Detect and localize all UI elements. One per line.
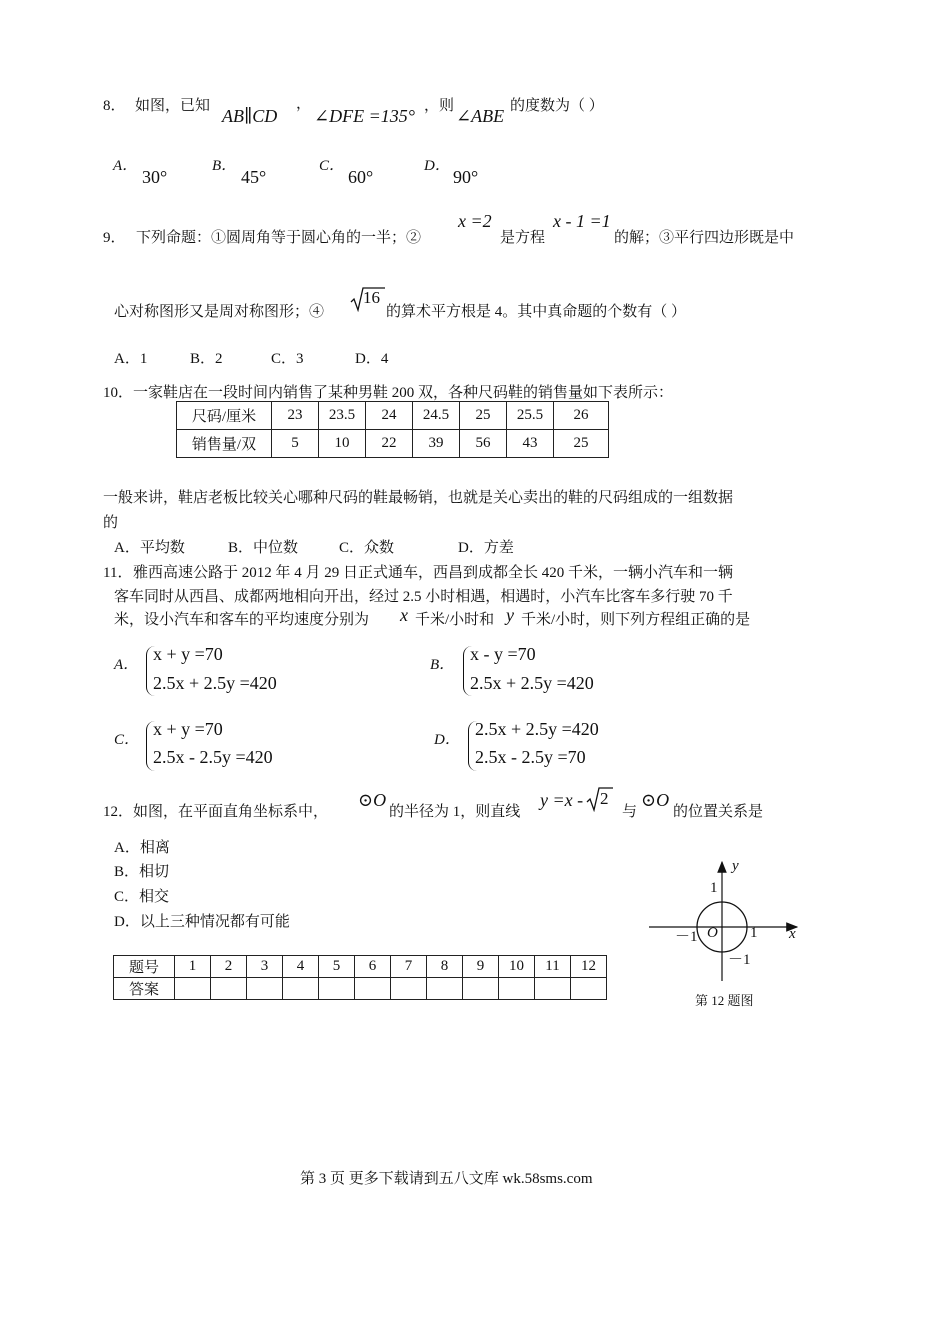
q10-option-d: D．方差 [458, 540, 514, 556]
answer-cell[interactable] [427, 978, 463, 1000]
q8-option-b-value: 45° [241, 167, 267, 187]
q8-option-c-value: 60° [348, 167, 374, 187]
q12-text-2: 的半径为 1，则直线 [389, 804, 521, 820]
table-cell: 11 [535, 956, 571, 978]
q12-option-c: C．相交 [114, 889, 170, 905]
q11-line-3a: 米，设小汽车和客车的平均速度分别为 [114, 612, 370, 628]
table-cell: 3 [247, 956, 283, 978]
q12-circle-o-2: ⊙O [641, 790, 670, 810]
q12-circle-o: ⊙O [358, 790, 387, 810]
q11-option-c-label: C． [114, 732, 140, 748]
answer-cell[interactable] [211, 978, 247, 1000]
table-cell: 56 [460, 430, 507, 458]
q12-option-b: B．相切 [114, 864, 170, 880]
table-cell: 7 [391, 956, 427, 978]
q8-comma: ， [296, 96, 312, 112]
answer-cell[interactable] [499, 978, 535, 1000]
table-cell: 9 [463, 956, 499, 978]
q8-option-d-label: D． [424, 158, 450, 174]
table-cell: 43 [507, 430, 554, 458]
q9-option-a: A．1 [114, 351, 148, 367]
page-footer: 第 3 页 更多下载请到五八文库 wk.58sms.com [300, 1171, 593, 1187]
table-cell: 10 [319, 430, 366, 458]
table-cell: 8 [427, 956, 463, 978]
table-cell: 25 [460, 402, 507, 430]
q9-sqrt-arg: 16 [363, 288, 380, 307]
q9-number: 9． [103, 230, 126, 246]
q8-option-d-value: 90° [453, 167, 479, 187]
fig-tick-neg-y: －1 [728, 952, 751, 968]
answer-cell[interactable] [247, 978, 283, 1000]
q12-text-1: 如图，在平面直角坐标系中， [133, 804, 329, 820]
table-cell: 12 [571, 956, 607, 978]
fig-tick-pos-x: 1 [750, 925, 758, 941]
q9-expr-equation: x - 1 =1 [553, 211, 611, 231]
fig-y-label: y [732, 858, 739, 874]
q9-text-3: 的解；③平行四边形既是中 [614, 230, 795, 246]
answer-cell[interactable] [175, 978, 211, 1000]
q8-text-1: 如图，已知 [135, 98, 211, 114]
answer-cell[interactable] [355, 978, 391, 1000]
answer-cell[interactable] [571, 978, 607, 1000]
q12-line-expr: y =x - [540, 790, 584, 810]
q10-after-2: 的 [103, 515, 119, 531]
q8-expr-ab-parallel-cd: AB∥CD [222, 106, 278, 126]
answer-cell[interactable] [283, 978, 319, 1000]
fig-origin-label: O [707, 925, 718, 941]
table-cell: 销售量/双 [177, 430, 272, 458]
q12-option-d: D．以上三种情况都有可能 [114, 914, 290, 930]
q10-after-1: 一般来讲，鞋店老板比较关心哪种尺码的鞋最畅销，也就是关心卖出的鞋的尺码组成的一组数据 [103, 490, 734, 506]
q12-option-a: A．相离 [114, 840, 170, 856]
q11-line-2: 客车同时从西昌、成都两地相向开出，经过 2.5 小时相遇，相遇时，小汽车比客车多行驶 70 千 [114, 589, 733, 605]
table-row [114, 956, 607, 978]
q10-option-a: A．平均数 [114, 540, 185, 556]
table-cell: 题号 [114, 956, 175, 978]
q8-expr-angle-dfe: ∠DFE =135° [314, 106, 415, 126]
coordinate-figure [645, 856, 805, 986]
q11-option-c-eq1: x + y =70 [153, 719, 223, 739]
table-row [177, 402, 609, 430]
q9-text-1: 下列命题：①圆周角等于圆心角的一半；② [136, 230, 422, 246]
q9-option-c: C．3 [271, 351, 304, 367]
table-cell: 25 [554, 430, 609, 458]
q11-option-d-eq2: 2.5x - 2.5y =70 [475, 747, 586, 767]
q10-option-b: B．中位数 [228, 540, 299, 556]
table-cell: 4 [283, 956, 319, 978]
fig-x-label: x [789, 926, 796, 942]
q10-option-c: C．众数 [339, 540, 395, 556]
q9-line-2a: 心对称图形又是周对称图形；④ [114, 304, 325, 320]
table-cell: 2 [211, 956, 247, 978]
shoe-size-table [176, 401, 609, 458]
q8-option-b-label: B． [212, 158, 237, 174]
q11-line-1: 雅西高速公路于 2012 年 4 月 29 日正式通车，西昌到成都全长 420 千米，一辆小汽车和一辆 [133, 565, 734, 581]
table-cell: 23 [272, 402, 319, 430]
answer-cell[interactable] [391, 978, 427, 1000]
answer-cell[interactable] [319, 978, 355, 1000]
table-cell: 尺码/厘米 [177, 402, 272, 430]
q11-line-3c: 千米/小时，则下列方程组正确的是 [521, 612, 751, 628]
table-cell: 39 [413, 430, 460, 458]
table-row [114, 978, 607, 1000]
q11-option-b-eq1: x - y =70 [470, 644, 536, 664]
fig-tick-pos-y: 1 [710, 880, 718, 896]
table-cell: 1 [175, 956, 211, 978]
q12-text-4: 的位置关系是 [673, 804, 764, 820]
q11-option-a-eq2: 2.5x + 2.5y =420 [153, 673, 277, 693]
table-cell: 答案 [114, 978, 175, 1000]
q11-option-d-label: D． [434, 732, 460, 748]
table-cell: 10 [499, 956, 535, 978]
q9-text-2: 是方程 [500, 230, 546, 246]
table-cell: 26 [554, 402, 609, 430]
q8-text-2: ，则 [424, 98, 455, 114]
table-cell: 24.5 [413, 402, 460, 430]
q8-number: 8． [103, 98, 126, 114]
fig-caption: 第 12 题图 [695, 993, 754, 1008]
q9-line-2b: 的算术平方根是 4。其中真命题的个数有（ ） [386, 304, 687, 320]
q11-option-d-eq1: 2.5x + 2.5y =420 [475, 719, 599, 739]
q10-text: 一家鞋店在一段时间内销售了某种男鞋 200 双，各种尺码鞋的销售量如下表所示： [133, 385, 674, 401]
q11-var-y: y [506, 605, 514, 625]
table-cell: 25.5 [507, 402, 554, 430]
q8-option-a-value: 30° [142, 167, 168, 187]
q9-option-b: B．2 [190, 351, 223, 367]
table-row [177, 430, 609, 458]
q11-option-b-eq2: 2.5x + 2.5y =420 [470, 673, 594, 693]
answer-cell[interactable] [463, 978, 499, 1000]
table-cell: 5 [319, 956, 355, 978]
q11-option-b-label: B． [430, 657, 455, 673]
q11-number: 11． [103, 565, 133, 581]
table-cell: 23.5 [319, 402, 366, 430]
q11-line-3b: 千米/小时和 [415, 612, 495, 628]
q10-number: 10． [103, 385, 134, 401]
q9-option-d: D．4 [355, 351, 389, 367]
table-cell: 6 [355, 956, 391, 978]
q12-text-3: 与 [622, 804, 638, 820]
fig-tick-neg-x: －1 [675, 929, 698, 945]
q11-var-x: x [400, 605, 408, 625]
q8-expr-angle-abe: ∠ABE [456, 106, 505, 126]
q12-sqrt-arg: 2 [600, 789, 609, 808]
q8-option-c-label: C． [319, 158, 345, 174]
table-cell: 24 [366, 402, 413, 430]
q11-option-c-eq2: 2.5x - 2.5y =420 [153, 747, 273, 767]
table-cell: 22 [366, 430, 413, 458]
q11-option-a-label: A． [114, 657, 139, 673]
answer-table [113, 955, 607, 1000]
answer-cell[interactable] [535, 978, 571, 1000]
q12-number: 12． [103, 804, 134, 820]
q8-text-3: 的度数为（ ） [510, 98, 604, 114]
q9-expr-x-equals-2: x =2 [458, 211, 492, 231]
q8-option-a-label: A． [113, 158, 138, 174]
q11-option-a-eq1: x + y =70 [153, 644, 223, 664]
table-cell: 5 [272, 430, 319, 458]
